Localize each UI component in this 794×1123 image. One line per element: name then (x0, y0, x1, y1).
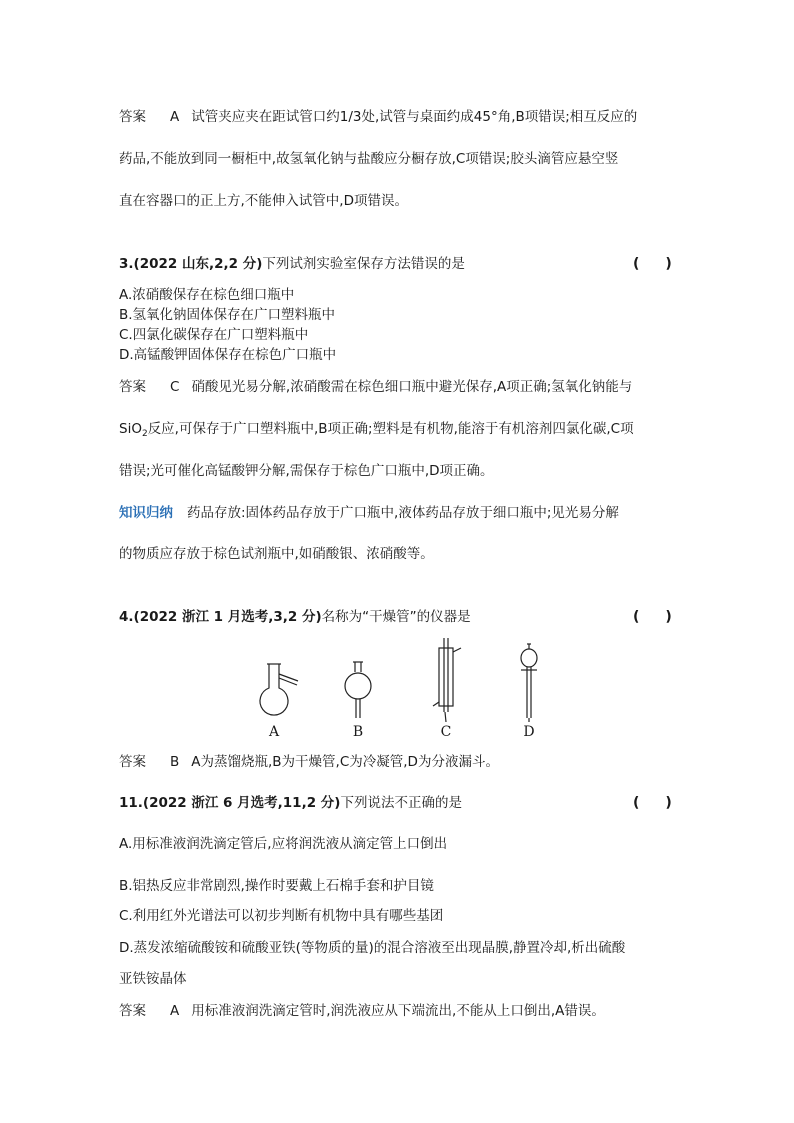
question-stem (119, 608, 471, 626)
drying-tube-icon (345, 662, 371, 718)
answer-label: 答案 (119, 1003, 146, 1019)
answer-bracket: () (633, 609, 698, 625)
option-b: B.铝热反应非常剧烈,操作时要戴上石棉手套和护目镜 (119, 878, 434, 894)
figure-label-a: A (268, 724, 280, 740)
figure-label-b: B (352, 724, 364, 740)
figure-label-d: D (523, 724, 535, 740)
option-b: B.氢氧化钠固体保存在广口塑料瓶中 (119, 307, 336, 323)
option-a: A.用标准液润洗滴定管后,应将润洗液从滴定管上口倒出 (119, 836, 448, 852)
distillation-flask-icon (260, 664, 298, 715)
answer-line (119, 378, 632, 396)
answer-option: B (170, 754, 180, 770)
answer-text: 直在容器口的正上方,不能伸入试管中,D项错误。 (119, 193, 408, 209)
answer-option: A (170, 1003, 180, 1019)
question-text: 名称为“干燥管”的仪器是 (321, 609, 471, 625)
separatory-funnel-icon (521, 644, 537, 722)
condenser-icon (433, 638, 461, 722)
option-a: A.浓硝酸保存在棕色细口瓶中 (119, 287, 295, 303)
answer-text: A为蒸馏烧瓶,B为干燥管,C为冷凝管,D为分液漏斗。 (191, 754, 499, 770)
question-text: 下列试剂实验室保存方法错误的是 (262, 256, 465, 272)
answer-label: 答案 (119, 754, 146, 770)
answer-text: 硝酸见光易分解,浓硝酸需在棕色细口瓶中避光保存,A项正确;氢氧化钠能与 (191, 379, 633, 395)
apparatus-figure (240, 636, 560, 746)
answer-label: 答案 (119, 379, 146, 395)
answer-bracket: () (633, 256, 698, 272)
option-d-continued: 亚铁铵晶体 (119, 971, 187, 987)
answer-bracket: () (633, 795, 698, 811)
knowledge-text: 的物质应存放于棕色试剂瓶中,如硝酸银、浓硝酸等。 (119, 546, 434, 562)
knowledge-line (119, 504, 619, 522)
answer-line (119, 1002, 605, 1020)
answer-text: 用标准液润洗滴定管时,润洗液应从下端流出,不能从上口倒出,A错误。 (191, 1003, 605, 1019)
answer-option: C (170, 379, 180, 395)
answer-text: 试管夹应夹在距试管口约1/3处,试管与桌面约成45°角,B项错误;相互反应的 (191, 109, 638, 125)
answer-label: 答案 (119, 109, 146, 125)
answer-line (119, 108, 637, 126)
answer-text: 错误;光可催化高锰酸钾分解,需保存于棕色广口瓶中,D项正确。 (119, 463, 494, 479)
option-c: C.四氯化碳保存在广口塑料瓶中 (119, 327, 309, 343)
answer-text: 药品,不能放到同一橱柜中,故氢氧化钠与盐酸应分橱存放,C项错误;胶头滴管应悬空竖 (119, 151, 619, 167)
figure-label-c: C (440, 724, 452, 740)
answer-text: SiO$_2$反应,可保存于广口塑料瓶中,B项正确;塑料是有机物,能溶于有机溶剂四氯化碳,C项 (119, 421, 634, 439)
apparatus-drawings (240, 636, 560, 726)
question-stem (119, 255, 465, 273)
question-text: 下列说法不正确的是 (340, 795, 462, 811)
question-stem (119, 794, 462, 812)
option-c: C.利用红外光谱法可以初步判断有机物中具有哪些基团 (119, 908, 444, 924)
answer-option: A (170, 109, 180, 125)
option-d: D.蒸发浓缩硫酸铵和硫酸亚铁(等物质的量)的混合溶液至出现晶膜,静置冷却,析出硫酸 (119, 940, 626, 956)
question-source: 11.(2022 浙江 6 月选考,11,2 分) (119, 795, 341, 811)
knowledge-label: 知识归纳 (119, 505, 173, 521)
option-d: D.高锰酸钾固体保存在棕色广口瓶中 (119, 347, 337, 363)
question-source: 3.(2022 山东,2,2 分) (119, 256, 263, 272)
knowledge-text: 药品存放:固体药品存放于广口瓶中,液体药品存放于细口瓶中;见光易分解 (187, 505, 619, 521)
answer-line (119, 753, 499, 771)
question-source: 4.(2022 浙江 1 月选考,3,2 分) (119, 609, 322, 625)
